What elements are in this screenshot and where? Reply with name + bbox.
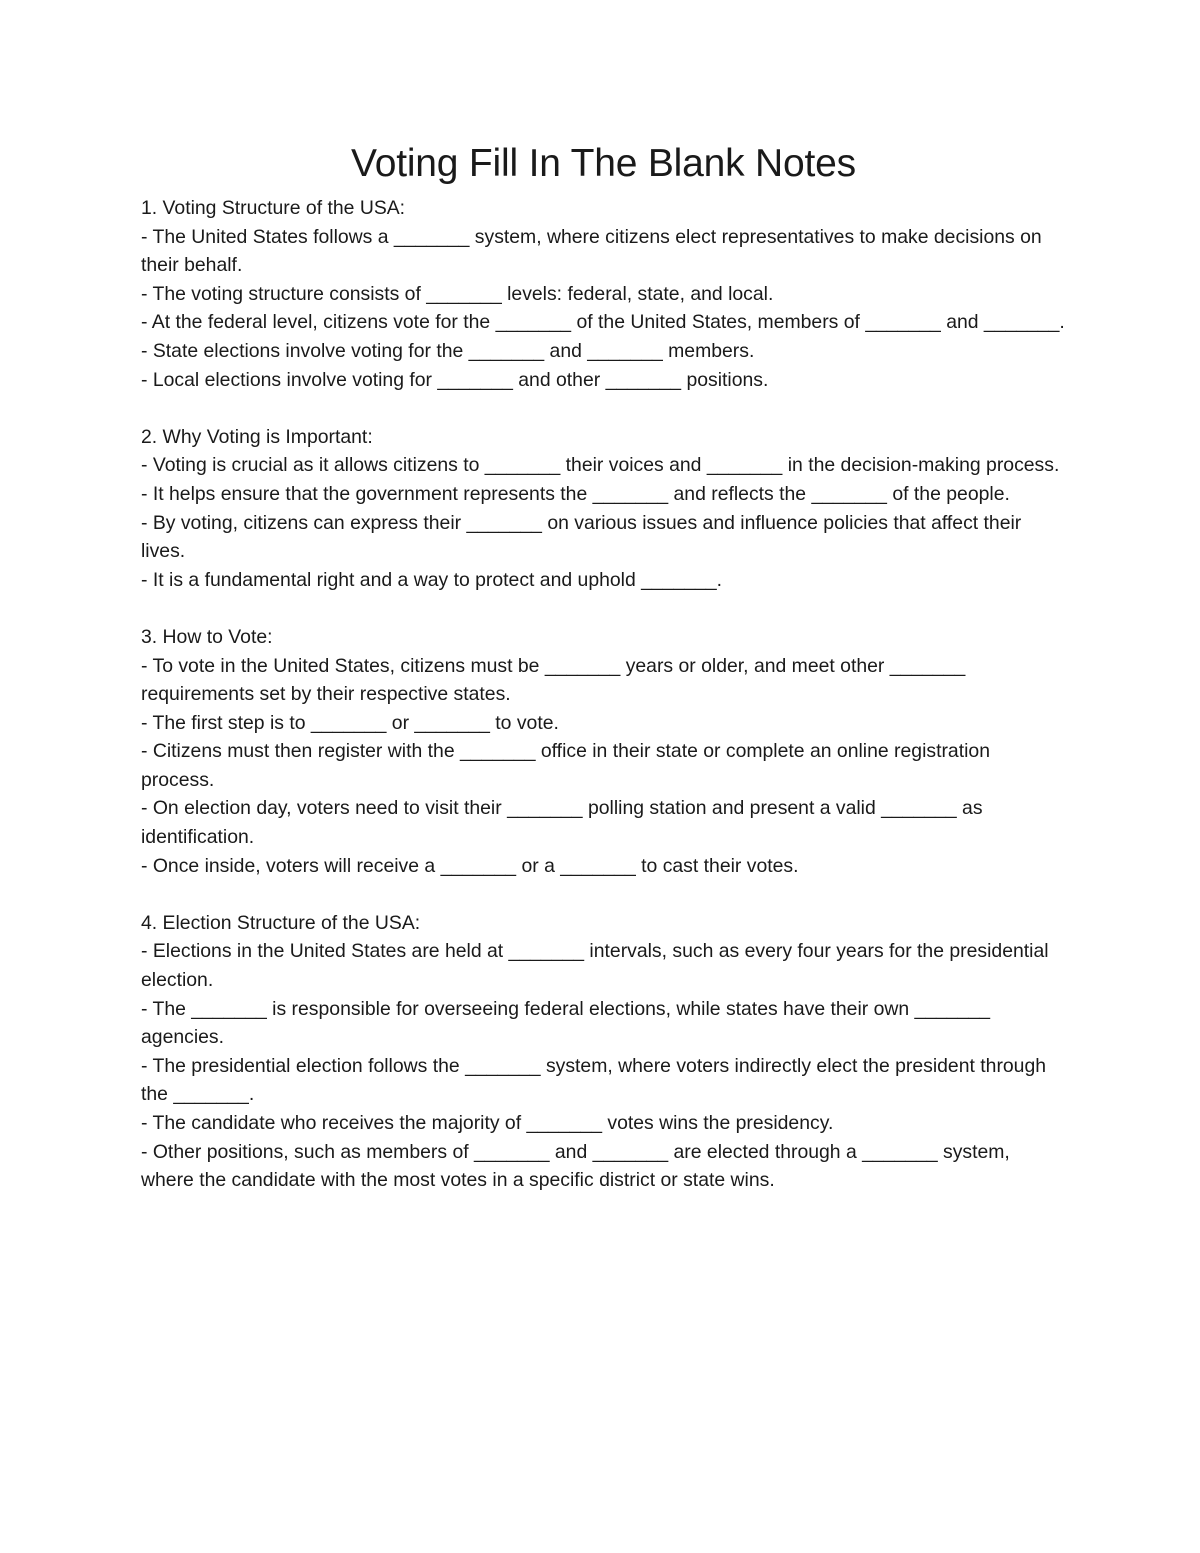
note-line: - State elections involve voting for the _______ and _______ members. bbox=[141, 339, 755, 362]
note-line: - The first step is to _______ or _______ to vote. bbox=[141, 711, 559, 734]
note-line: - By voting, citizens can express their _______ on various issues and influence policies that affect their lives. bbox=[141, 511, 1022, 563]
note-line: - The voting structure consists of _______ levels: federal, state, and local. bbox=[141, 282, 774, 305]
note-line: - Elections in the United States are held at _______ intervals, such as every four years for the presidential election. bbox=[141, 940, 1049, 992]
section-voting-structure bbox=[141, 194, 1066, 394]
note-line: - On election day, voters need to visit their _______ polling station and present a valid _______ as identification. bbox=[141, 797, 983, 849]
section-heading: 2. Why Voting is Important: bbox=[141, 425, 373, 448]
section-heading: 1. Voting Structure of the USA: bbox=[141, 197, 406, 219]
note-line: - To vote in the United States, citizens must be _______ years or older, and meet other _______ requirements set by their respective states. bbox=[141, 654, 966, 706]
section-heading: 3. How to Vote: bbox=[141, 625, 273, 648]
note-line: - At the federal level, citizens vote for the _______ of the United States, members of _______ and _______. bbox=[141, 311, 1065, 334]
note-line: - The candidate who receives the majority of _______ votes wins the presidency. bbox=[141, 1112, 834, 1134]
section-heading: 4. Election Structure of the USA: bbox=[141, 911, 421, 934]
note-line: - It is a fundamental right and a way to protect and uphold _______. bbox=[141, 568, 723, 591]
note-line: - The United States follows a _______ system, where citizens elect representatives to make decisions on their behalf. bbox=[141, 225, 1042, 277]
document-title: Voting Fill In The Blank Notes bbox=[351, 142, 856, 185]
note-line: - The _______ is responsible for overseeing federal elections, while states have their own _______ agencies. bbox=[141, 997, 991, 1049]
note-line: - It helps ensure that the government represents the _______ and reflects the _______ of the people. bbox=[141, 482, 1010, 505]
note-line: - Local elections involve voting for _______ and other _______ positions. bbox=[141, 368, 769, 391]
section-election-structure bbox=[141, 909, 1066, 1195]
section-how-to-vote bbox=[141, 623, 1066, 880]
note-line: - Voting is crucial as it allows citizens to _______ their voices and _______ in the decision-making process. bbox=[141, 454, 1060, 477]
section-why-voting-important bbox=[141, 423, 1066, 595]
note-line: - Other positions, such as members of _______ and _______ are elected through a _______ system, where the candidate with the most votes in a specific district or state wins. bbox=[141, 1140, 1010, 1192]
note-line: - Once inside, voters will receive a _______ or a _______ to cast their votes. bbox=[141, 854, 799, 877]
document-page bbox=[141, 140, 1066, 1195]
note-line: - The presidential election follows the _______ system, where voters indirectly elect the president through the _______. bbox=[141, 1054, 1047, 1106]
note-line: - Citizens must then register with the _______ office in their state or complete an online registration process. bbox=[141, 740, 990, 791]
